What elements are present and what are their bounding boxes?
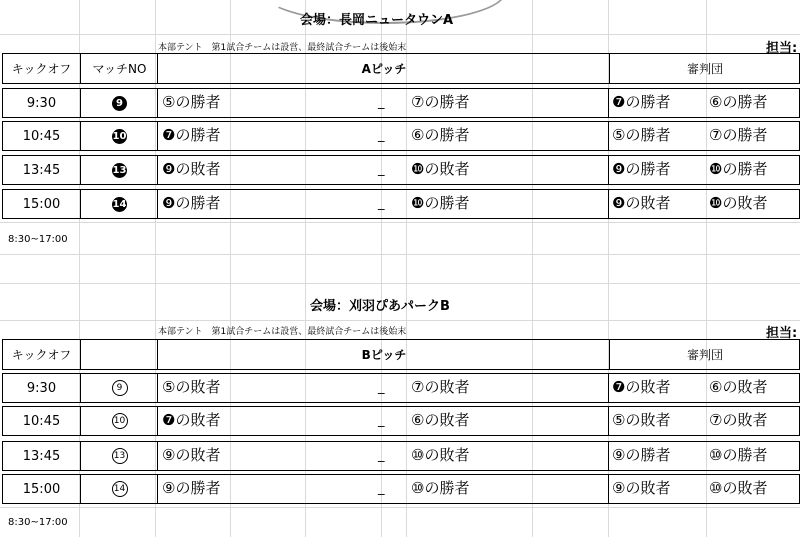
versus-separator: _ xyxy=(378,196,385,211)
referee-team-2: ❿の敗者 xyxy=(709,194,768,212)
referee-team-2: ❿の勝者 xyxy=(709,160,768,178)
away-team: ⑩の勝者 xyxy=(411,479,470,497)
header-referee: 審判団 xyxy=(609,54,800,83)
home-team: ❼の敗者 xyxy=(162,411,221,429)
referee-row xyxy=(609,88,800,118)
match-number-value: 10 xyxy=(112,130,127,142)
home-team: ⑤の敗者 xyxy=(162,378,221,396)
kickoff-time: 10:45 xyxy=(22,413,61,429)
header-match-no: マッチNO xyxy=(80,54,158,83)
referee-row xyxy=(609,189,800,219)
referee-row xyxy=(609,121,800,151)
pitch-cell xyxy=(157,190,609,218)
header-kickoff: キックオフ xyxy=(11,62,72,76)
versus-separator: _ xyxy=(378,95,385,110)
referee-team-1: ❼の勝者 xyxy=(612,93,671,111)
referee-row xyxy=(609,155,800,185)
match-number xyxy=(80,407,158,435)
pitch-cell xyxy=(157,122,609,150)
header-match-no xyxy=(80,340,158,369)
pitch-cell xyxy=(157,442,609,470)
kickoff-time: 10:45 xyxy=(22,128,61,144)
home-team: ❼の勝者 xyxy=(162,126,221,144)
venue-a-note: 本部テント 第1試合チームは設営、最終試合チームは後始末 xyxy=(158,43,407,53)
match-row xyxy=(2,121,609,151)
match-number xyxy=(80,475,158,503)
referee-row xyxy=(609,474,800,504)
referee-team-2: ⑥の敗者 xyxy=(709,378,768,396)
match-number xyxy=(80,156,158,184)
pitch-cell xyxy=(157,156,609,184)
versus-separator: _ xyxy=(378,162,385,177)
match-row xyxy=(2,155,609,185)
pitch-cell xyxy=(157,475,609,503)
away-team: ❿の勝者 xyxy=(411,194,470,212)
venue-b-header-row xyxy=(2,339,800,370)
match-number xyxy=(80,442,158,470)
match-row xyxy=(2,88,609,118)
home-team: ⑨の敗者 xyxy=(162,446,221,464)
referee-team-2: ⑩の勝者 xyxy=(709,446,768,464)
match-row xyxy=(2,189,609,219)
venue-a-header-row xyxy=(2,53,800,84)
kickoff-time: 13:45 xyxy=(22,162,61,178)
referee-team-1: ⑨の敗者 xyxy=(612,479,671,497)
referee-team-1: ❾の勝者 xyxy=(612,160,671,178)
versus-separator: _ xyxy=(378,128,385,143)
referee-row xyxy=(609,441,800,471)
referee-team-2: ⑦の勝者 xyxy=(709,126,768,144)
match-number xyxy=(80,190,158,218)
away-team: ⑦の勝者 xyxy=(411,93,470,111)
away-team: ⑦の敗者 xyxy=(411,378,470,396)
referee-team-1: ⑤の勝者 xyxy=(612,126,671,144)
kickoff-time: 9:30 xyxy=(26,95,57,111)
venue-b-tanto: 担当: xyxy=(766,326,798,341)
header-referee: 審判団 xyxy=(609,340,800,369)
versus-separator: _ xyxy=(378,448,385,463)
away-team: ⑥の敗者 xyxy=(411,411,470,429)
match-row xyxy=(2,441,609,471)
match-row xyxy=(2,474,609,504)
pitch-cell xyxy=(157,89,609,117)
away-team: ❿の敗者 xyxy=(411,160,470,178)
match-number-value: 13 xyxy=(112,448,128,464)
versus-separator: _ xyxy=(378,413,385,428)
venue-b-title: 会場：刈羽ぴあパークB xyxy=(310,299,450,314)
referee-team-1: ⑤の敗者 xyxy=(612,411,671,429)
kickoff-time: 9:30 xyxy=(26,380,57,396)
pitch-cell xyxy=(157,374,609,402)
home-team: ❾の勝者 xyxy=(162,194,221,212)
venue-a-title: 会場：長岡ニュータウンA xyxy=(300,13,454,28)
match-number xyxy=(80,89,158,117)
match-number xyxy=(80,122,158,150)
kickoff-time: 15:00 xyxy=(22,196,61,212)
match-number-value: 9 xyxy=(112,96,127,111)
venue-b-note: 本部テント 第1試合チームは設営、最終試合チームは後始末 xyxy=(158,327,407,337)
venue-a-hours: 8:30~17:00 xyxy=(8,234,68,245)
kickoff-time: 15:00 xyxy=(22,481,61,497)
venue-b-hours: 8:30~17:00 xyxy=(8,517,68,528)
pitch-cell xyxy=(157,407,609,435)
match-number-value: 14 xyxy=(112,481,128,497)
referee-row xyxy=(609,406,800,436)
versus-separator: _ xyxy=(378,481,385,496)
match-number-value: 10 xyxy=(112,413,128,429)
match-row xyxy=(2,373,609,403)
home-team: ⑤の勝者 xyxy=(162,93,221,111)
referee-team-2: ⑩の敗者 xyxy=(709,479,768,497)
match-row xyxy=(2,406,609,436)
match-number-value: 9 xyxy=(112,380,128,396)
referee-team-1: ❼の敗者 xyxy=(612,378,671,396)
header-kickoff: キックオフ xyxy=(11,348,72,362)
versus-separator: _ xyxy=(378,380,385,395)
venue-a-tanto: 担当: xyxy=(766,41,798,56)
referee-team-1: ⑨の勝者 xyxy=(612,446,671,464)
match-number-value: 14 xyxy=(112,198,127,210)
kickoff-time: 13:45 xyxy=(22,448,61,464)
match-number xyxy=(80,374,158,402)
referee-team-2: ⑥の勝者 xyxy=(709,93,768,111)
header-pitch: Bピッチ xyxy=(157,340,610,369)
referee-team-1: ❾の敗者 xyxy=(612,194,671,212)
home-team: ⑨の勝者 xyxy=(162,479,221,497)
home-team: ❾の敗者 xyxy=(162,160,221,178)
away-team: ⑥の勝者 xyxy=(411,126,470,144)
match-number-value: 13 xyxy=(112,164,127,176)
referee-row xyxy=(609,373,800,403)
header-pitch: Aピッチ xyxy=(157,54,610,83)
away-team: ⑩の敗者 xyxy=(411,446,470,464)
referee-team-2: ⑦の敗者 xyxy=(709,411,768,429)
